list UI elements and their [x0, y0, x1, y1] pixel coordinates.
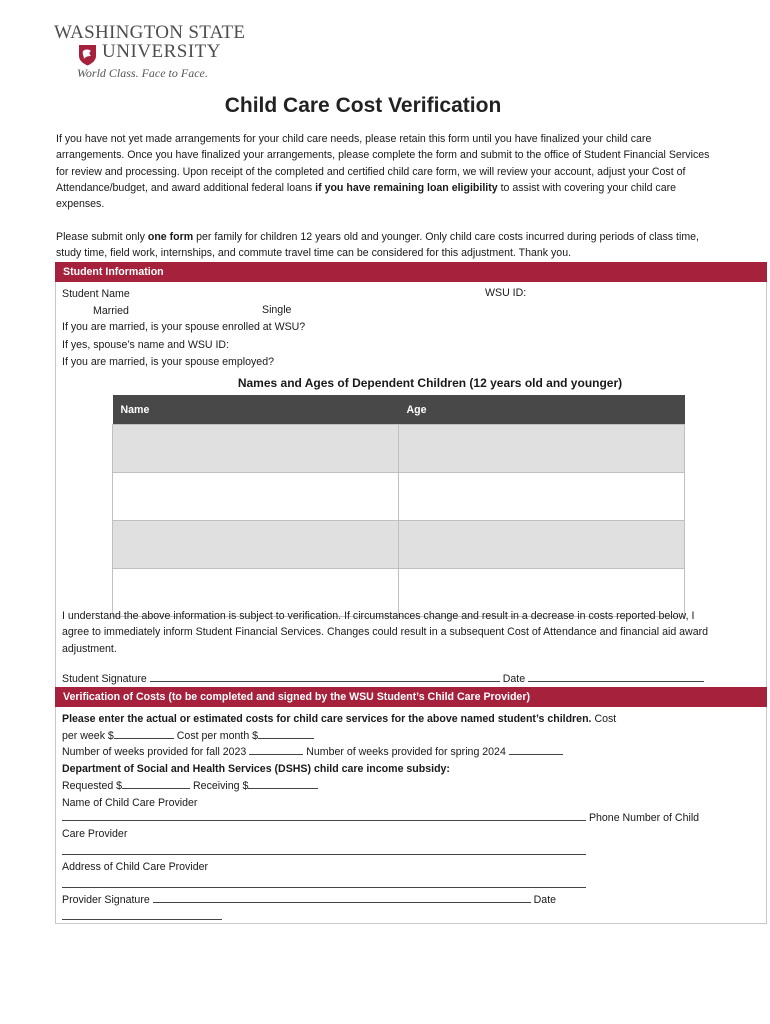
spouse-name-id-field[interactable]: If yes, spouse’s name and WSU ID: [62, 339, 230, 351]
logo-tagline: World Class. Face to Face. [77, 66, 208, 80]
child-name-cell[interactable] [113, 473, 399, 521]
page-title: Child Care Cost Verification [224, 94, 502, 117]
weeks-provided[interactable] [62, 745, 563, 759]
provider-signature-label: Provider Signature [62, 894, 150, 906]
weeks-spring-label: Number of weeks provided for spring 2024 [306, 746, 506, 758]
intro-p2-text-a: Please submit only [56, 231, 148, 243]
student-signature-label: Student Signature [62, 673, 147, 685]
address-line[interactable] [62, 878, 586, 892]
dshs-amounts[interactable] [62, 779, 318, 793]
married-option[interactable]: Married [93, 305, 129, 317]
col-name-header: Name [113, 395, 399, 425]
phone-line[interactable] [62, 845, 586, 859]
spouse-employed-question[interactable]: If you are married, is your spouse employed? [62, 356, 274, 368]
acknowledgement-text: I understand the above information is subject to verification. If circumstances change and result in a decrease in costs reported below, I agree to immediately inform Student Financial Services. Changes could result in a subsequent Cost of Attendance and financial aid award adjustment. [62, 610, 709, 655]
wsu-id-field[interactable]: WSU ID: [485, 287, 527, 299]
phone-label: Phone Number of Child [588, 812, 700, 824]
col-age-header: Age [399, 395, 685, 425]
provider-signature-line[interactable] [62, 893, 556, 907]
children-table [112, 395, 685, 617]
wsu-logo [52, 20, 246, 82]
logo-line1: WASHINGTON STATE [54, 22, 246, 43]
care-provider-label: Care Provider [62, 828, 128, 840]
child-name-cell[interactable] [113, 425, 399, 473]
intro-p1-bold: if you have remaining loan eligibility [315, 181, 498, 194]
cost-per-period[interactable] [62, 729, 314, 743]
cost-instruction [62, 712, 616, 726]
requested-label: Requested $ [62, 780, 123, 792]
verification-header: Verification of Costs (to be completed and signed by the WSU Student’s Child Care Provider) [55, 687, 767, 707]
child-age-cell[interactable] [399, 425, 685, 473]
intro-p2-bold: one form [147, 231, 194, 243]
provider-name-label: Name of Child Care Provider [62, 797, 198, 809]
student-info-header: Student Information [55, 262, 767, 282]
intro-p2-text-b: per family for children 12 years old and younger. Only child care costs incurred during periods of class time, study time, field work, internships, and commute travel time can be considered for this adjustment. Thank you. [56, 231, 699, 260]
logo-line2: UNIVERSITY [102, 41, 221, 62]
intro-p1-text-a: If you have not yet made arrangements for your child care needs, please retain this form until you have finalized your child care arrangements. Once you have finalized your arrangements, please complete the form and submit to the office of Student Financial Services for review and processing. Upon receipt of the completed and certified child care form, we will review your account, adjust your Cost of Attendance/budget, and award additional federal loans [56, 133, 710, 194]
intro-paragraph-1 [56, 131, 716, 212]
spouse-enrolled-question[interactable]: If you are married, is your spouse enrolled at WSU? [62, 321, 306, 333]
student-date-label: Date [502, 673, 526, 685]
address-label: Address of Child Care Provider [62, 861, 209, 873]
provider-name-line[interactable] [62, 811, 699, 825]
cost-instruction-bold: Please enter the actual or estimated costs for child care services for the above named student’s children. [62, 713, 592, 725]
weeks-fall-label: Number of weeks provided for fall 2023 [62, 746, 247, 758]
child-name-cell[interactable] [113, 521, 399, 569]
single-option[interactable]: Single [262, 304, 292, 316]
student-name-field[interactable]: Student Name [62, 288, 130, 300]
cost-label: Cost [594, 713, 617, 725]
receiving-label: Receiving $ [193, 780, 249, 792]
dshs-subsidy-label: Department of Social and Health Services (DSHS) child care income subsidy: [62, 763, 450, 775]
provider-date-line[interactable] [62, 910, 222, 924]
table-row [113, 473, 685, 521]
child-age-cell[interactable] [399, 473, 685, 521]
cougar-shield-icon [78, 44, 97, 66]
per-month-label: Cost per month $ [176, 730, 259, 742]
provider-date-label: Date [533, 894, 557, 906]
table-row [113, 521, 685, 569]
per-week-label: per week $ [62, 730, 114, 742]
student-signature-line[interactable] [62, 672, 704, 686]
intro-p1-text-b: to assist with covering your child care expenses. [56, 181, 677, 211]
table-row [113, 425, 685, 473]
child-age-cell[interactable] [399, 521, 685, 569]
intro-paragraph-2 [56, 229, 716, 262]
children-table-heading: Names and Ages of Dependent Children (12 years old and younger) [237, 376, 623, 390]
